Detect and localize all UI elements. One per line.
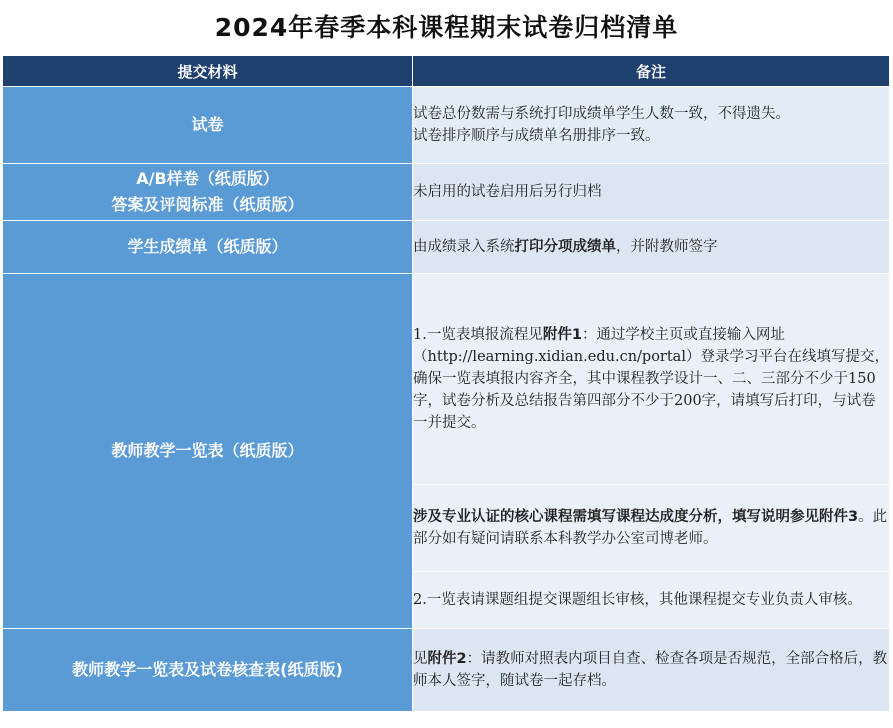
note-check-pre: 见 xyxy=(413,651,428,667)
row-ab xyxy=(3,164,890,221)
note-overview-p1 xyxy=(413,274,890,485)
label-exam: 试卷 xyxy=(3,87,413,164)
note-grade-post: ，并附教师签字 xyxy=(616,239,718,255)
header-materials: 提交材料 xyxy=(3,56,413,87)
note-grade-bold: 打印分项成绩单 xyxy=(514,239,616,255)
label-ab-answer: 答案及评阅标准（纸质版） xyxy=(111,195,304,214)
note-ab: 未启用的试卷启用后另行归档 xyxy=(413,164,890,221)
note-check-post: ：请教师对照表内项目自查、检查各项是否规范，全部合格后，教师本人签字，随试卷一起存档。 xyxy=(413,651,888,689)
page-title: 2024年春季本科课程期末试卷归档清单 xyxy=(214,13,679,42)
label-grade: 学生成绩单（纸质版） xyxy=(3,221,413,274)
note-overview-p2-bold: 涉及专业认证的核心课程需填写课程达成度分析，填写说明参见附件3 xyxy=(413,509,859,526)
label-overview: 教师教学一览表（纸质版） xyxy=(3,274,413,629)
note-grade xyxy=(413,221,890,274)
note-overview-p1-post: ：通过学校主页或直接输入网址（http://learning.xidian.edu.cn/portal）登录学习平台在线填写提交，确保一览表填报内容齐全，其中课程教学设计一、二、三部分不少于150字，试卷分析及总结报告第四部分不少于200字，请填写后打印，与试卷一并提交。 xyxy=(413,326,889,431)
archive-checklist-table xyxy=(2,55,890,712)
note-overview-p1-pre: 1.一览表填报流程见 xyxy=(413,326,543,343)
note-check xyxy=(413,629,890,712)
note-exam-line1: 试卷总份数需与系统打印成绩单学生人数一致，不得遗失。 xyxy=(413,106,790,122)
note-overview-p1-bold: 附件1 xyxy=(542,326,582,343)
note-exam xyxy=(413,87,890,164)
note-overview-p2 xyxy=(413,484,890,571)
header-row xyxy=(3,56,890,87)
note-grade-pre: 由成绩录入系统 xyxy=(413,239,515,255)
label-ab xyxy=(3,164,413,221)
label-check: 教师教学一览表及试卷核查表(纸质版) xyxy=(3,629,413,712)
row-overview xyxy=(3,274,890,485)
header-remarks: 备注 xyxy=(413,56,890,87)
row-grade xyxy=(3,221,890,274)
note-check-bold: 附件2 xyxy=(427,651,467,667)
row-exam xyxy=(3,87,890,164)
note-overview-p3: 2.一览表请课题组提交课题组长审核，其他课程提交专业负责人审核。 xyxy=(413,572,890,629)
row-check xyxy=(3,629,890,712)
note-exam-line2: 试卷排序顺序与成绩单名册排序一致。 xyxy=(413,128,660,144)
label-ab-sample: A/B样卷（纸质版） xyxy=(136,169,279,188)
note-overview-p2-post: 。此部分如有疑问请联系本科教学办公室司博老师。 xyxy=(413,509,888,548)
